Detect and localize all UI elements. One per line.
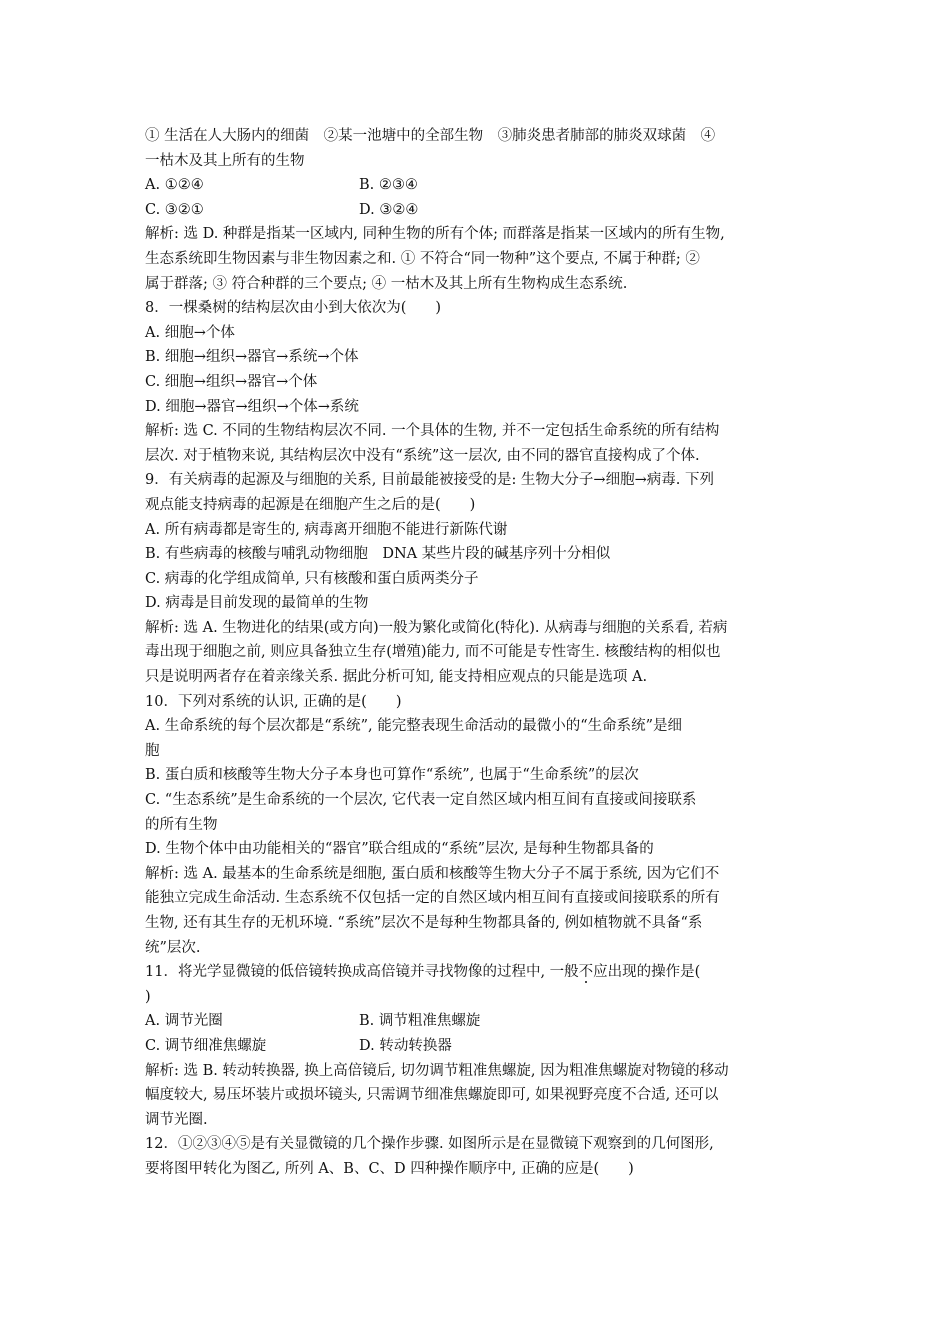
analysis-line: 属于群落; ③ 符合种群的三个要点; ④ 一枯木及其上所有生物构成生态系统. [145,275,628,292]
option-line: 胞 [145,742,160,759]
analysis-line: 解析: 选 C. 不同的生物结构层次不同. 一个具体的生物, 并不一定包括生命系统的所有结构 [145,423,720,440]
analysis-line: 只是说明两者存在着亲缘关系. 据此分析可知, 能支持相应观点的只能是选项 A. [145,669,648,686]
option-c: C. ③②① [145,201,204,218]
question-stem-line: ) [145,988,151,1005]
option-a: A. 所有病毒都是寄生的, 病毒离开细胞不能进行新陈代谢 [145,521,508,538]
analysis-line: 毒出现于细胞之前, 则应具备独立生存(增殖)能力, 而不可能是专性寄生. 核酸结构的相似也 [145,644,721,661]
analysis-line: 解析: 选 A. 最基本的生命系统是细胞, 蛋白质和核酸等生物大分子不属于系统, 因为它们不 [145,865,720,882]
analysis-line: 幅度较大, 易压坏装片或损坏镜头, 只需调节细准焦螺旋即可, 如果视野亮度不合适, 还可以 [145,1087,719,1104]
question-stem-line: ① 生活在人大肠内的细菌 ②某一池塘中的全部生物 ③肺炎患者肺部的肺炎双球菌 ④ [145,128,716,144]
stem-text: 应出现的操作是( [593,964,701,981]
option-line: C. “生态系统”是生命系统的一个层次, 它代表一定自然区域内相互间有直接或间接联系 [145,792,697,809]
question-10 [145,690,810,961]
option-d: D. 转动转换器 [359,1037,452,1054]
question-stem: 8．一棵桑树的结构层次由小到大依次为( ) [145,300,442,317]
analysis-line: 统”层次. [145,939,201,956]
option-d: D. 细胞→器官→组织→个体→系统 [145,398,359,415]
question-stem-line: 一枯木及其上所有的生物 [145,152,305,169]
question-stem: 10．下列对系统的认识, 正确的是( ) [145,693,402,710]
option-b: B. 细胞→组织→器官→系统→个体 [145,349,359,366]
analysis-line: 能独立完成生命活动. 生态系统不仅包括一定的自然区域内相互间有直接或间接联系的所有 [145,890,720,907]
document-page [145,124,810,1182]
option-a: A. 调节光圈 [145,1013,223,1030]
question-12 [145,1132,810,1181]
analysis-line: 层次. 对于植物来说, 其结构层次中没有“系统”这一层次, 由不同的器官直接构成了个体. [145,447,700,464]
analysis-line: 调节光圈. [145,1111,208,1128]
analysis-line: 解析: 选 B. 转动转换器, 换上高倍镜后, 切勿调节粗准焦螺旋, 因为粗准焦螺旋对物镜的移动 [145,1062,729,1079]
option-line: D. 生物个体中由功能相关的“器官”联合组成的“系统”层次, 是每种生物都具备的 [145,841,654,858]
option-d: D. ③②④ [359,201,419,218]
option-c: C. 调节细准焦螺旋 [145,1037,267,1054]
option-line: B. 蛋白质和核酸等生物大分子本身也可算作“系统”, 也属于“生命系统”的层次 [145,767,639,784]
option-c: C. 病毒的化学组成简单, 只有核酸和蛋白质两类分子 [145,570,479,587]
analysis-line: 生态系统即生物因素与非生物因素之和. ① 不符合“同一物种”这个要点, 不属于种群; ② [145,250,700,267]
stem-text: 11．将光学显微镜的低倍镜转换成高倍镜并寻找物像的过程中, 一般 [145,964,579,981]
option-b: B. ②③④ [359,177,418,194]
option-row [145,1034,810,1059]
question-stem-line [145,960,810,985]
question-stem-line: 12．①②③④⑤是有关显微镜的几个操作步骤. 如图所示是在显微镜下观察到的几何图形, [145,1136,714,1153]
question-8 [145,296,810,468]
analysis-line: 解析: 选 A. 生物进化的结果(或方向)一般为繁化或简化(特化). 从病毒与细胞的关系看, 若病 [145,619,728,636]
option-a: A. ①②④ [145,177,204,194]
question-9 [145,468,810,689]
option-b: B. 有些病毒的核酸与哺乳动物细胞 DNA 某些片段的碱基序列十分相似 [145,546,611,563]
option-row [145,1009,810,1034]
option-c: C. 细胞→组织→器官→个体 [145,373,318,390]
option-d: D. 病毒是目前发现的最简单的生物 [145,595,369,612]
option-line: 的所有生物 [145,816,218,833]
question-stem-line: 9．有关病毒的起源及与细胞的关系, 目前最能被接受的是: 生物大分子→细胞→病毒. 下列 [145,472,714,489]
analysis-line: 生物, 还有其生存的无机环境. “系统”层次不是每种生物都具备的, 例如植物就不具备“系 [145,915,703,931]
option-row [145,173,810,198]
question-11 [145,960,810,1132]
option-row [145,198,810,223]
question-7 [145,124,810,296]
question-stem-line: 观点能支持病毒的起源是在细胞产生之后的是( ) [145,496,476,513]
question-stem-line: 要将图甲转化为图乙, 所列 A、B、C、D 四种操作顺序中, 正确的应是( ) [145,1160,634,1177]
option-line: A. 生命系统的每个层次都是“系统”, 能完整表现生命活动的最微小的“生命系统”是细 [145,718,683,735]
emphasis-dotted-word: 不 [578,964,594,981]
option-b: B. 调节粗准焦螺旋 [359,1013,481,1030]
analysis-line: 解析: 选 D. 种群是指某一区域内, 同种生物的所有个体; 而群落是指某一区域内的所有生物, [145,226,725,243]
option-a: A. 细胞→个体 [145,324,235,341]
